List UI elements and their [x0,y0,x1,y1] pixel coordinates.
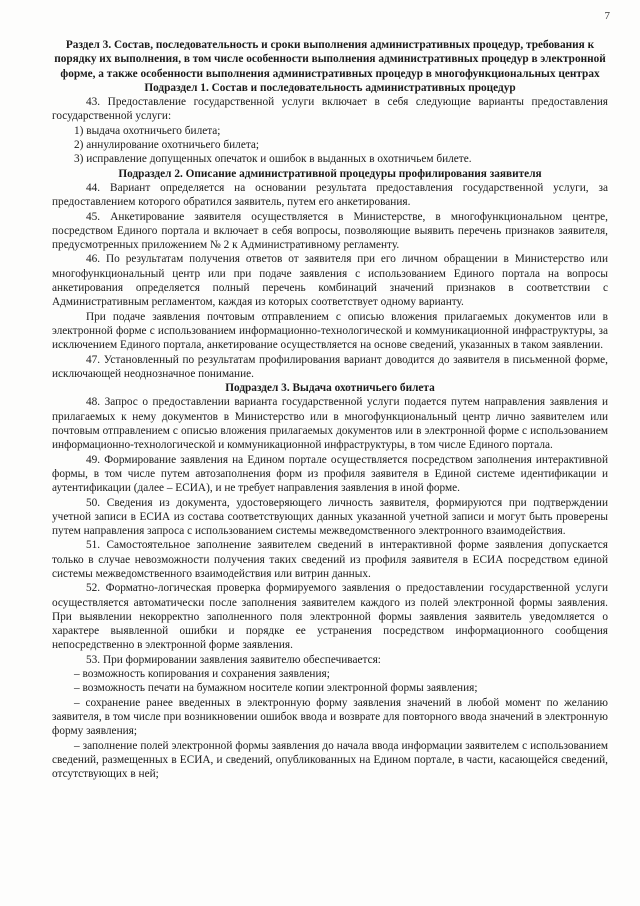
paragraph-48: 48. Запрос о предоставлении варианта государственной услуги подается путем направления заявления и прилагаемых к нему документов в Министерство или в многофункциональный центр лично заявителем или почтовым отправлением с описью вложения прилагаемых документов или в электронной форме с использованием информационно-технологической и коммуникационной инфраструктуры, в том числе Единого портала. [52,396,608,452]
paragraph-46-continued: При подаче заявления почтовым отправлением с описью вложения прилагаемых документов или в электронной форме с использованием информационно-технологической и коммуникационной инфраструктуры, за исключением Единого портала, анкетирование осуществляется на основе сведений, указанных в таком заявлении. [52,310,608,352]
subsection-1-title: Подраздел 1. Состав и последовательность административных процедур [144,81,516,94]
paragraph-44: 44. Вариант определяется на основании результата предоставления государственной услуги, за предоставлением которого обратился заявитель, путем его анкетирования. [52,181,608,209]
paragraph-45: 45. Анкетирование заявителя осуществляется в Министерстве, в многофункциональном центре, посредством Единого портала и включает в себя вопросы, позволяющие выявить перечень признаков заявителя, предусмотренных приложением № 2 к Административному регламенту. [52,210,608,252]
dash-list-item: – заполнение полей электронной формы заявления до начала ввода информации заявителем с использованием сведений, размещенных в ЕСИА, и сведений, опубликованных на Едином портале, в части, касающейся сведений, отсутствующих в ней; [52,739,608,781]
dash-list-item: – возможность копирования и сохранения заявления; [74,668,330,681]
dash-list-item: – возможность печати на бумажном носителе копии электронной формы заявления; [74,682,478,695]
list-item: 2) аннулирование охотничьего билета; [74,139,260,152]
list-item: 1) выдача охотничьего билета; [74,124,221,137]
paragraph-47: 47. Установленный по результатам профилирования вариант доводится до заявителя в письменной форме, исключающей неоднозначное понимание. [52,353,608,380]
paragraph-46: 46. По результатам получения ответов от заявителя при его личном обращении в Министерство или многофункциональный центр или при подаче заявления с использованием Единого портала на вопросы анкетирования определяется полный перечень комбинаций значений признаков в соответствии с Административным регламентом, каждая из которых соответствует одному варианту. [52,253,608,309]
paragraph-43: 43. Предоставление государственной услуги включает в себя следующие варианты предоставления государственной услуги: [52,96,608,123]
section-title: Раздел 3. Состав, последовательность и сроки выполнения административных процедур, требования к порядку их выполнения, в том числе особенности выполнения административных процедур в электронной форме, а также особенности выполнения административных процедур в многофункциональных центрах [54,39,606,80]
subsection-3-title: Подраздел 3. Выдача охотничьего билета [225,382,435,395]
list-item: 3) исправление допущенных опечаток и ошибок в выданных в охотничьем билете. [74,153,472,166]
subsection-2-title: Подраздел 2. Описание административной процедуры профилирования заявителя [118,167,542,180]
document-body [52,38,608,781]
paragraph-50: 50. Сведения из документа, удостоверяющего личность заявителя, формируются при подтверждении учетной записи в ЕСИА из состава соответствующих данных указанной учетной записи и могут быть проверены путем направления запроса с использованием системы межведомственного электронного взаимодействия. [52,496,608,538]
paragraph-53: 53. При формировании заявления заявителю обеспечивается: [86,653,381,666]
dash-list-item: – сохранение ранее введенных в электронную форму заявления значений в любой момент по желанию заявителя, в том числе при возникновении ошибок ввода и возврате для повторного ввода значений в электронную форму заявления; [52,696,608,738]
paragraph-52: 52. Форматно-логическая проверка формируемого заявления о предоставлении государственной услуги осуществляется автоматически после заполнения заявителем каждого из полей электронной формы заявления. При выявлении некорректно заполненного поля электронной формы заявления заявитель уведомляется о характере выявленной ошибки и порядке ее устранения посредством информационного сообщения непосредственно в электронной форме заявления. [52,582,608,652]
page-number: 7 [604,10,610,22]
paragraph-51: 51. Самостоятельное заполнение заявителем сведений в интерактивной форме заявления допускается только в случае невозможности получения таких сведений из профиля заявителя в ЕСИА посредством единой системы межведомственного взаимодействия или витрин данных. [52,539,608,580]
paragraph-49: 49. Формирование заявления на Едином портале осуществляется посредством заполнения интерактивной формы, в том числе путем автозаполнения форм из профиля заявителя в Единой системе идентификации и аутентификации (далее – ЕСИА), и не требует направления заявления в иной форме. [52,453,608,495]
